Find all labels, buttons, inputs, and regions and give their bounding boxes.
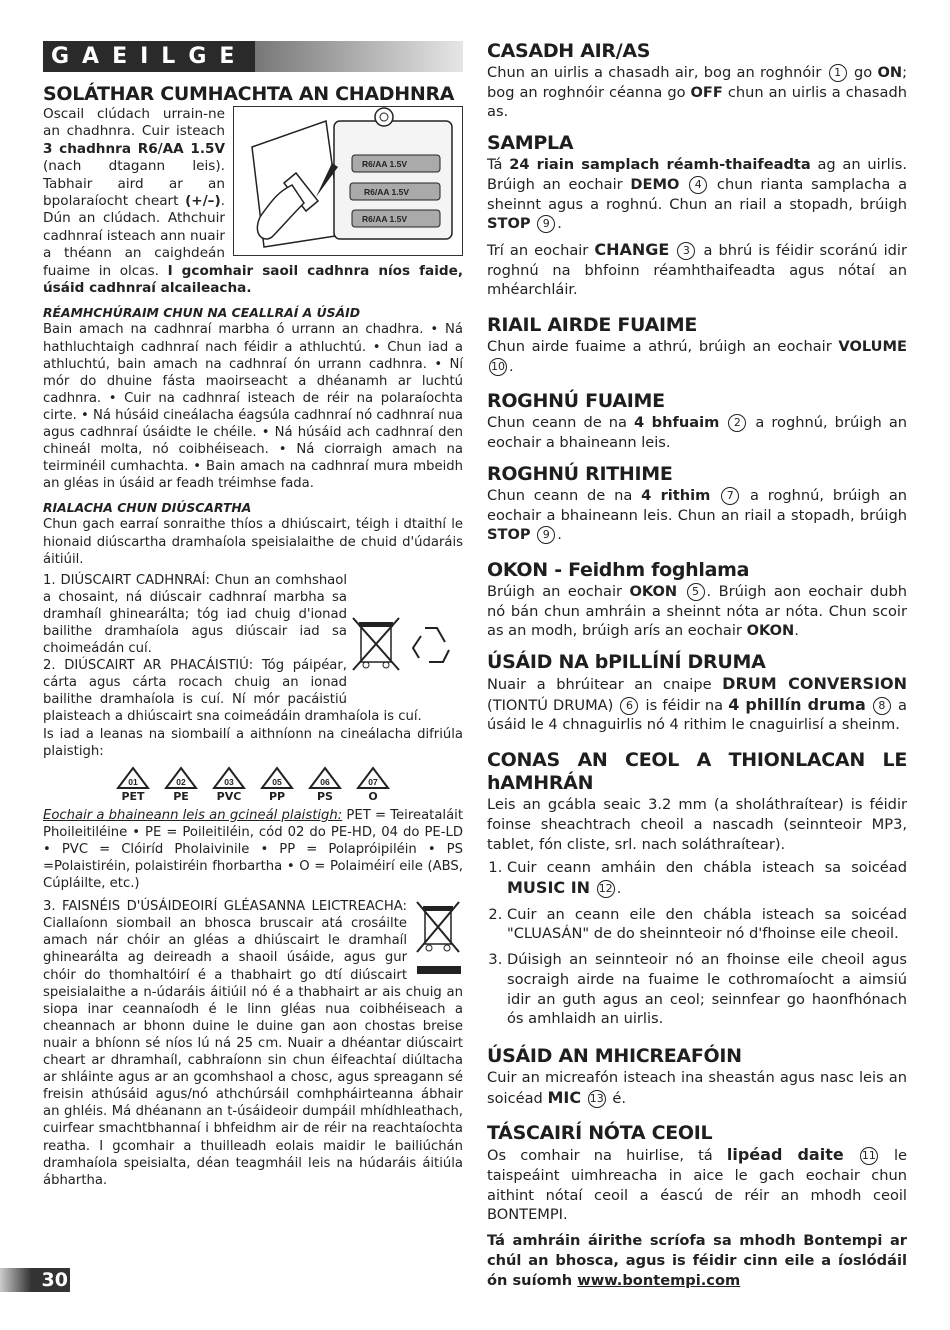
plastic-symbol bbox=[307, 766, 343, 803]
plastic-code-label: PET bbox=[121, 789, 145, 803]
power-text: Chun an uirlis a chasadh air, bog an roghnóir 1 go ON; bog an roghnóir céanna go OFF chun an uirlis a chasadh as. bbox=[487, 64, 907, 121]
plastic-key: Eochair a bhaineann leis an gcineál plaistigh: PET = Teireataláit Phoileitiléine • PE = Poileitiléin, cód 02 do PE-HD, 04 do PE-LD • PVC = Clóiríd Pholaivinile • PP = Polapróipiléin • PS =Polaistiréin, polaistiréin fhorbartha • O = Polaiméirí eile (ABS, Cúpláilte, etc.) bbox=[43, 807, 463, 892]
volume-text: Chun airde fuaime a athrú, brúigh an eochair VOLUME 10 . bbox=[487, 338, 907, 375]
battery-illustration bbox=[233, 106, 463, 256]
connect-intro: Leis an gcábla seaic 3.2 mm (a sholáthraítear) is féidir foinse sheachtrach cheoil a nascadh (seinnteoir MP3, tablet, fón cliste, srl. nach soláthraítear). bbox=[487, 796, 907, 853]
disposal-symbols bbox=[351, 612, 463, 692]
mic-text: Cuir an micreafón isteach ina sheastán agus nasc leis an soicéad MIC 13 é. bbox=[487, 1068, 907, 1107]
connect-step-1: 1. Cuir ceann amháin den chábla isteach sa soicéad MUSIC IN 12 . bbox=[507, 858, 907, 898]
bontempi-link[interactable]: www.bontempi.com bbox=[577, 1271, 741, 1289]
connect-steps bbox=[487, 858, 907, 1029]
battery-cell-label: R6/AA 1.5V bbox=[362, 159, 408, 169]
plastic-code-number: 06 bbox=[320, 776, 330, 787]
connect-step-2: 2. Cuir an ceann eile den chábla isteach sa soicéad "CLUASÁN" de do sheinnteoir nó d'fhoinse eile cheoil. bbox=[507, 905, 907, 944]
recycle-triangle-icon bbox=[355, 766, 391, 790]
plastic-symbol bbox=[259, 766, 295, 803]
recycle-bin-icon bbox=[351, 612, 463, 682]
weee-block bbox=[43, 898, 463, 1189]
precautions-text: Bain amach na cadhnraí marbha ó urrann an chadhra. • Ná hathluchtaigh cadhnraí nach féidir a athluchtú. • Chun iad a athluchtú, bain amach na cadhnraí ón urrann cadhnra. • Ní mór do dhuine fásta maoirseacht a dhéanamh ar luchtú cadhnra. • Cuir na cadhnraí isteach de réir na polaraíochta cirte. • Ná húsáid cineálacha éagsúla cadhnraí nó cadhnraí nua agus cadhnraí úsáidte le chéile. • Ná húsáid ach cadhnraí den chineál molta, nó coibhéiseach. • Ná ciorraigh amach na teirminéil cumhachta. • Bain amach na cadhnraí mura mbeidh an gléas in úsáid ar feadh tréimhse fada. bbox=[43, 322, 463, 492]
precautions-heading: RÉAMHCHÚRAIM CHUN NA CEALLRAÍ A ÚSÁID bbox=[43, 305, 361, 321]
plastic-code-label: PP bbox=[268, 789, 286, 803]
plastic-code-label: PVC bbox=[216, 789, 242, 803]
battery-cell-label: R6/AA 1.5V bbox=[364, 187, 410, 197]
plastic-code-number: 07 bbox=[368, 776, 378, 787]
disposal-items bbox=[43, 572, 463, 726]
plastic-symbol bbox=[115, 766, 151, 803]
plastics-intro: Is iad a leanas na siombailí a aithníonn na cineálacha difriúla plaistigh: bbox=[43, 726, 463, 759]
weee-symbol bbox=[413, 898, 463, 980]
sound-heading: ROGHNÚ FUAIME bbox=[487, 390, 665, 413]
notes-footer: Tá amhráin áirithe scríofa sa mhodh Bontempi ar chúl an bhosca, agus is féidir cinn eile a íoslódáil ón suíomh www.bontempi.com bbox=[487, 1232, 907, 1289]
change-text: Trí an eochair CHANGE 3 a bhrú is féidir scoránú idir roghnú na bhfoinn réamhthaifeadta agus nótaí an mhéarchláir. bbox=[487, 239, 907, 299]
sample-text: Tá 24 riain samplach réamh-thaifeadta ag an uirlis. Brúigh an eochair DEMO 4 chun rianta samplacha a sheinnt agus a roghnú. Chun an riail a stopadh, brúigh STOP 9 . bbox=[487, 156, 908, 233]
rhythm-heading: ROGHNÚ RITHIME bbox=[487, 462, 673, 485]
plastic-code-label: PS bbox=[317, 789, 333, 803]
drum-heading: ÚSÁID NA bPILLÍNÍ DRUMA bbox=[487, 651, 766, 674]
drum-text: Nuair a bhrúitear an cnaipe DRUM CONVERSION (TIONTÚ DRUMA) 6 is féidir na 4 phillín druma 8 a úsáid le 4 chnaguirlis nó 4 rithim le cnaguirlisí a sheinm. bbox=[487, 674, 908, 734]
battery-text: Oscail clúdach urrain-ne an chadhnra. Cuir isteach 3 chadhnra R6/AA 1.5V (nach dtagann leis). Tabhair aird ar an bpolaraíocht cheart (+/–). Dún an clúdach. Athchuir cadhnraí isteach ann nuair a théann an caighdeán fuaime in olcas. I gcomhair saoil cadhnra níos faide, úsáid cadhnraí alcaileacha. bbox=[43, 106, 463, 297]
rhythm-text: Chun ceann de na 4 rithim 7 a roghnú, brúigh an eochair a bhaineann leis. Chun an riail a stopadh, brúigh STOP 9 . bbox=[487, 486, 908, 544]
disposal-item-1: 1. DIÚSCAIRT CADHNRAÍ: Chun an comhshaol a chosaint, ná diúscair cadhnraí marbha sa dramhaíl ghinearálta; tóg iad chuig d'ionad bailithe dramhaíola agus diúscair iad sa choimeádán cuí. bbox=[43, 572, 347, 657]
recycle-triangle-icon bbox=[259, 766, 295, 790]
plastic-code-number: 01 bbox=[128, 776, 138, 787]
disposal-item-2: 2. DIÚSCAIRT AR PHACÁISTIÚ: Tóg páipéar, cárta agus cárta rocach chuig an ionad bailithe dramhaíola is cuí. Ní mór pacáistiú plaisteach a dhiúscairt sna coimeádáin dramhaíola is cuí. bbox=[43, 658, 422, 725]
battery-heading: SOLÁTHAR CUMHACHTA AN CHADHNRA bbox=[43, 83, 455, 105]
language-title: GAEILGE bbox=[43, 41, 255, 72]
left-column bbox=[43, 40, 463, 1189]
mic-heading: ÚSÁID AN MHICREAFÓIN bbox=[487, 1044, 742, 1067]
sample-heading: SAMPLA bbox=[487, 132, 574, 155]
plastic-symbol bbox=[355, 766, 391, 803]
plastic-symbol bbox=[163, 766, 199, 803]
disposal-intro: Chun gach earraí sonraithe thíos a dhiúscairt, téigh i dtaithí le hionaid diúscartha dramhaíola speisialaithe de chuid d'údaráis áitiúil. bbox=[43, 517, 463, 567]
plastic-code-label: PE bbox=[173, 789, 189, 803]
disposal-heading: RIALACHA CHUN DIÚSCARTHA bbox=[43, 500, 252, 516]
crossed-bin-icon bbox=[413, 898, 463, 980]
plastic-code-number: 02 bbox=[176, 776, 186, 787]
connect-step-3: 3. Dúisigh an seinnteoir nó an fhoinse eile cheoil agus socraigh airde na fuaime le cothromaíocht a aimsiú idir an guth agus an ceol; seinnfear go haonfhónach ós amhlaidh an uirlis. bbox=[507, 950, 907, 1029]
plastic-code-label: O bbox=[368, 789, 378, 803]
disposal-item-3: 3. FAISNÉIS D'ÚSÁIDEOIRÍ GLÉASANNA LEICTREACHA: Ciallaíonn siombail an bhosca bruscair atá crosáilte amach nár chóir an gléas a dhiúscairt le dramhaíl ghinearálta ag deireadh a shaoil úsáide, agus gur chóir do thomhaltóirí é a thabhairt go dtí diúscairt speisialaithe a n-údaráis áitiúil nó é a thabhairt ar ais chuig an siopa inar ceannaíodh é le linn gléas nua coibhéiseach a cheannach ar bhonn duine le duine gan aon chostas breise nuair a bhíonn sé níos lú ná 25 cm. Nuair a dhéantar diúscairt cheart ar dhramhaíl, cabhraíonn sin chun éifeachtaí diúltacha ar shláinte agus ar an gcomhshaol a chosc, agus spreagann sé freisin athúsáid agus/nó athchúrsáil comhpháirteanna ábhair an ghléis. Má dhéanann an t-úsáideoir dumpáil mhídhleathach, cuirfear smachtbhannaí i bhfeidhm air de réir na reachtaíochta reatha. I gcomhair a thuilleadh eolais maidir le bailiúchán dramhaíola speisialta, déan teagmháil leis na húdaráis áitiúla ábhartha. bbox=[43, 899, 463, 1188]
battery-cell-label: R6/AA 1.5V bbox=[362, 214, 408, 224]
recycle-triangle-icon bbox=[307, 766, 343, 790]
banner-gradient bbox=[255, 41, 463, 72]
plastic-symbols bbox=[43, 766, 463, 803]
okon-heading: OKON - Feidhm foghlama bbox=[487, 558, 750, 581]
notes-text: Os comhair na huirlise, tá lipéad daite 11 le taispeáint uimhreacha in aice le gach eochair chun aithint nótaí ceoil a éascú de réir an mhodh ceoil BONTEMPI. bbox=[487, 1145, 908, 1224]
plastic-code-number: 05 bbox=[272, 776, 282, 787]
recycle-triangle-icon bbox=[211, 766, 247, 790]
power-heading: CASADH AIR/AS bbox=[487, 40, 651, 62]
plastic-symbol bbox=[211, 766, 247, 803]
plastic-code-number: 03 bbox=[224, 776, 234, 787]
okon-text: Brúigh an eochair OKON 5 . Brúigh aon eochair dubh nó bán chun amhráin a sheinnt nóta ar nóta. Chun scoir as an modh, brúigh arís an eochair OKON. bbox=[487, 582, 907, 640]
recycle-triangle-icon bbox=[163, 766, 199, 790]
notes-heading: TÁSCAIRÍ NÓTA CEOIL bbox=[487, 1122, 713, 1145]
language-banner bbox=[43, 40, 463, 73]
right-column bbox=[487, 40, 907, 1290]
page-number: 30 bbox=[0, 1268, 70, 1292]
sound-text: Chun ceann de na 4 bhfuaim 2 a roghnú, brúigh an eochair a bhaineann leis. bbox=[487, 414, 908, 452]
connect-heading: CONAS AN CEOL A THIONLACAN LE hAMHRÁN bbox=[487, 749, 907, 795]
recycle-triangle-icon bbox=[115, 766, 151, 790]
volume-heading: RIAIL AIRDE FUAIME bbox=[487, 314, 698, 337]
battery-compartment-icon bbox=[234, 107, 462, 255]
